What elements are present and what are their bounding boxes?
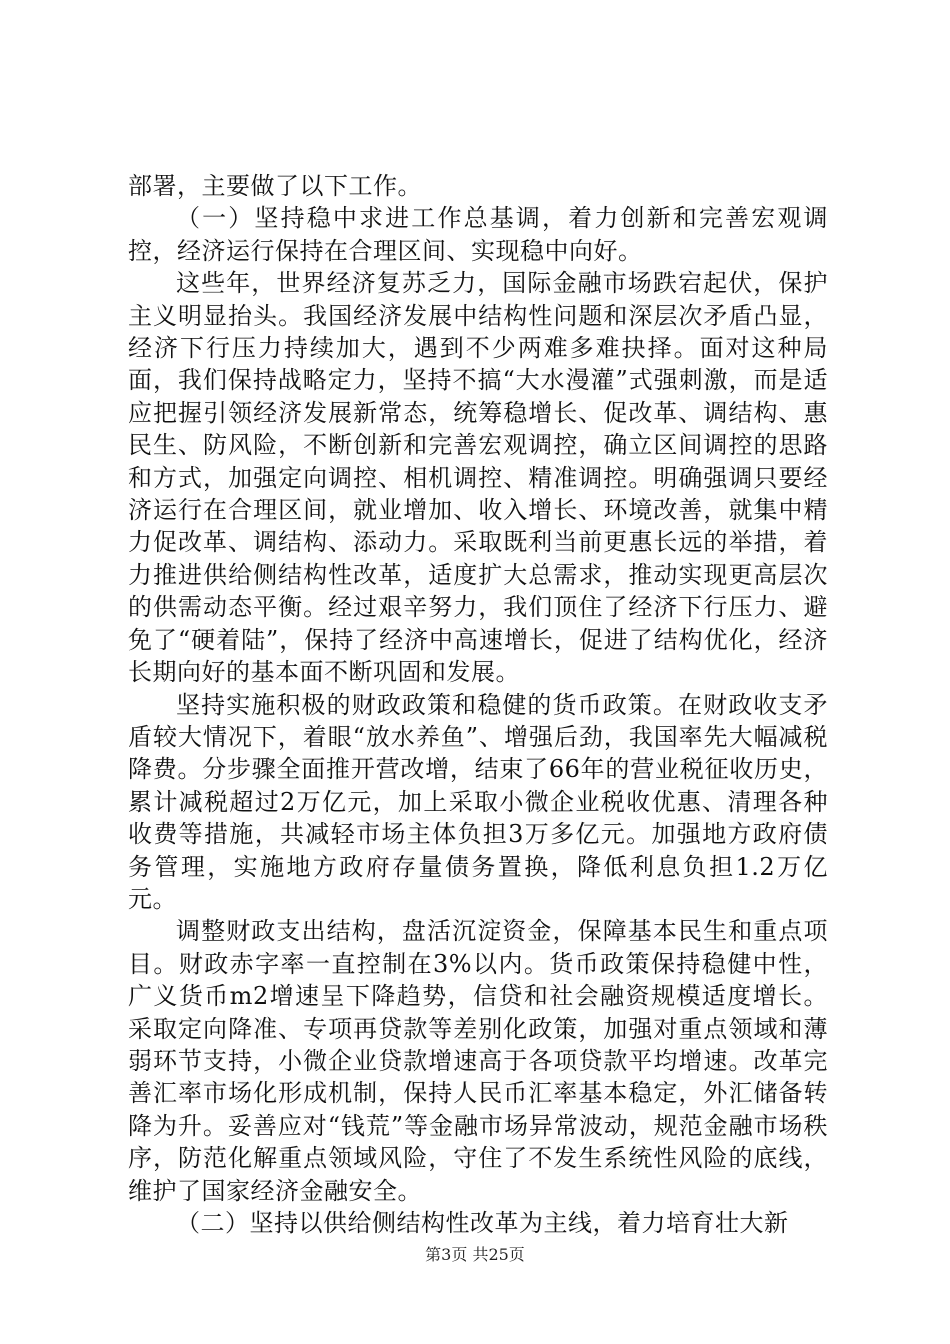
paragraph-fiscal-structure: 调整财政支出结构，盘活沉淀资金，保障基本民生和重点项目。财政赤字率一直控制在3%以内。货币政策保持稳健中性，广义货币m2增速呈下降趋势，信贷和社会融资规模适度增长。采取定向降准、专项再贷款等差别化政策，加强对重点领域和薄弱环节支持，小微企业贷款增速高于各项贷款平均增速。改革完善汇率市场化形成机制，保持人民币汇率基本稳定，外汇储备转降为升。妥善应对“钱荒”等金融市场异常波动，规范金融市场秩序，防范化解重点领域风险，守住了不发生系统性风险的底线，维护了国家经济金融安全。 <box>128 917 828 1205</box>
paragraph-continuation: 部署，主要做了以下工作。 <box>128 172 422 200</box>
paragraph-macro-control: 这些年，世界经济复苏乏力，国际金融市场跌宕起伏，保护主义明显抬头。我国经济发展中结构性问题和深层次矛盾凸显，经济下行压力持续加大，遇到不少两难多难抉择。面对这种局面，我们保持战略定力，坚持不搞“大水漫灌”式强刺激，而是适应把握引领经济发展新常态，统筹稳增长、促改革、调结构、惠民生、防风险，不断创新和完善宏观调控，确立区间调控的思路和方式，加强定向调控、相机调控、精准调控。明确强调只要经济运行在合理区间，就业增加、收入增长、环境改善，就集中精力促改革、调结构、添动力。采取既利当前更惠长远的举措，着力推进供给侧结构性改革，适度扩大总需求，推动实现更高层次的供需动态平衡。经过艰辛努力，我们顶住了经济下行压力、避免了“硬着陆”，保持了经济中高速增长，促进了结构优化，经济长期向好的基本面不断巩固和发展。 <box>128 269 828 687</box>
section-heading-2: （二）坚持以供给侧结构性改革为主线，着力培育壮大新 <box>176 1209 789 1237</box>
document-body <box>128 170 828 1239</box>
paragraph-fiscal-policy: 坚持实施积极的财政政策和稳健的货币政策。在财政收支矛盾较大情况下，着眼“放水养鱼”、增强后劲，我国率先大幅减税降费。分步骤全面推开营改增，结束了66年的营业税征收历史，累计减税超过2万亿元，加上采取小微企业税收优惠、清理各种收费等措施，共减轻市场主体负担3万多亿元。加强地方政府债务管理，实施地方政府存量债务置换，降低利息负担1.2万亿元。 <box>128 690 828 913</box>
section-heading-1: （一）坚持稳中求进工作总基调，着力创新和完善宏观调控，经济运行保持在合理区间、实现稳中向好。 <box>128 204 828 265</box>
page-number-footer: 第3页 共25页 <box>425 1245 525 1264</box>
